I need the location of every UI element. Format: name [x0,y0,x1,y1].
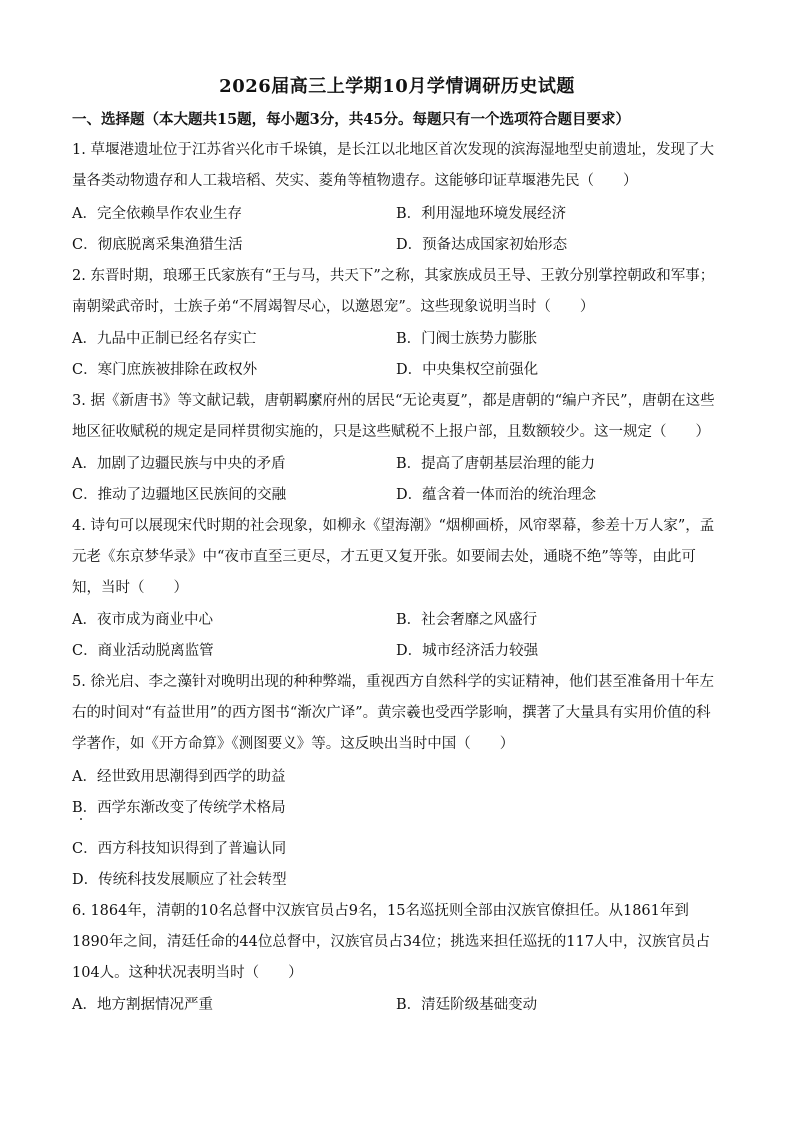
question-5-option-a[interactable]: A．经世致用思潮得到西学的助益 [72,769,286,785]
section-heading: 一、选择题（本大题共15题，每小题3分，共45分。每题只有一个选项符合题目要求） [72,111,630,128]
question-2-option-c[interactable]: C．寒门庶族被排除在政权外 [72,362,258,378]
question-1-option-a[interactable]: A．完全依赖旱作农业生存 [72,206,242,222]
question-4-option-d[interactable]: D．城市经济活力较强 [396,643,539,659]
question-2-option-a[interactable]: A．九品中正制已经名存实亡 [72,331,257,347]
question-3-option-b[interactable]: B．提高了唐朝基层治理的能力 [396,456,596,472]
question-2-stem: 2. 东晋时期，琅琊王氏家族有“王与马，共天下”之称，其家族成员王导、王敦分别掌控朝政和军事；南朝梁武帝时，士族子弟“不屑竭智尽心，以邀恩宠”。这些现象说明当时（ ） [72,268,715,315]
question-6-option-b[interactable]: B．清廷阶级基础变动 [396,997,538,1013]
question-5-stem: 5. 徐光启、李之藻针对晚明出现的种种弊端，重视西方自然科学的实证精神，他们甚至准备用十年左右的时间对“有益世用”的西方图书“渐次广译”。黄宗羲也受西学影响，撰著了大量具有实用价值的科学著作，如《开方命算》《测图要义》等。这反映出当时中国（ ） [72,674,714,752]
question-5-option-d[interactable]: D．传统科技发展顺应了社会转型 [72,872,287,888]
question-3-option-a[interactable]: A．加剧了边疆民族与中央的矛盾 [72,456,286,472]
question-1-option-c[interactable]: C．彻底脱离采集渔猎生活 [72,237,243,253]
stray-dot [80,818,82,820]
question-4-option-a[interactable]: A．夜市成为商业中心 [72,612,213,628]
question-2-option-b[interactable]: B．门阀士族势力膨胀 [396,331,538,347]
question-1-option-d[interactable]: D．预备达成国家初始形态 [396,237,568,253]
question-6-stem: 6. 1864年，清朝的10名总督中汉族官员占9名，15名巡抚则全部由汉族官僚担任。从1861年到1890年之间，清廷任命的44位总督中，汉族官员占34位；挑选来担任巡抚的117人中，汉族官员占104人。这种状况表明当时（ ） [72,903,710,981]
question-3-stem: 3. 据《新唐书》等文献记载，唐朝羁縻府州的居民“无论夷夏”，都是唐朝的“编户齐民”，唐朝在这些地区征收赋税的规定是同样贯彻实施的，只是这些赋税不上报户部，且数额较少。这一规定（ ） [72,393,715,440]
question-3-option-c[interactable]: C．推动了边疆地区民族间的交融 [72,487,287,503]
question-4-stem: 4. 诗句可以展现宋代时期的社会现象，如柳永《望海潮》“烟柳画桥，风帘翠幕，参差十万人家”，孟元老《东京梦华录》中“夜市直至三更尽，才五更又复开张。如要闹去处，通晓不绝”等等，由此可知，当时（ ） [72,518,715,596]
question-1-option-b[interactable]: B．利用湿地环境发展经济 [396,206,567,222]
question-3-option-d[interactable]: D．蕴含着一体而治的统治理念 [396,487,597,503]
question-5-option-b[interactable]: B．西学东渐改变了传统学术格局 [72,800,286,816]
question-5-option-c[interactable]: C．西方科技知识得到了普遍认同 [72,841,287,857]
question-6-option-a[interactable]: A．地方割据情况严重 [72,997,213,1013]
exam-title: 2026届高三上学期10月学情调研历史试题 [219,76,575,97]
question-4-option-b[interactable]: B．社会奢靡之风盛行 [396,612,538,628]
question-1-stem: 1. 草堰港遗址位于江苏省兴化市千垛镇，是长江以北地区首次发现的滨海湿地型史前遗址，发现了大量各类动物遗存和人工栽培稻、芡实、菱角等植物遗存。这能够印证草堰港先民（ ） [72,142,714,189]
question-2-option-d[interactable]: D．中央集权空前强化 [396,362,539,378]
question-4-option-c[interactable]: C．商业活动脱离监管 [72,643,214,659]
